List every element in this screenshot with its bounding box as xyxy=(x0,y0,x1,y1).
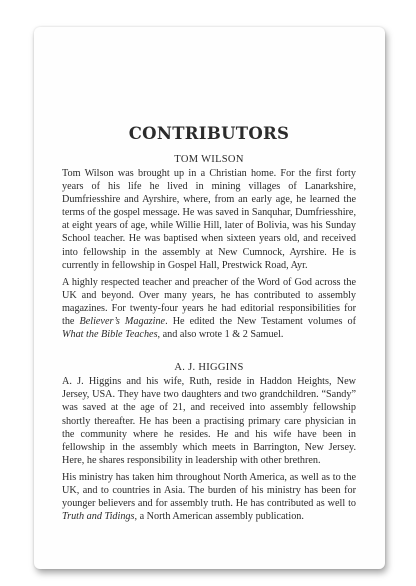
bio-paragraph xyxy=(62,276,356,341)
bio-text: Tom Wilson was brought up in a Christian home. For the first forty years of his life he lived in mining villages of Lanarkshire, Dumfriesshire and Ayrshire, where, from an early age, he learned the terms of the gospel message. He was saved in Sanquhar, Dumfriesshire, at eight years of age, while Willie Hill, later of Bolivia, was his Sunday School teacher. He was baptised when sixteen years old, and received into fellowship in the assembly at New Cumnock, Ayrshire. He is currently in fellowship in Gospel Hall, Prestwick Road, Ayr. xyxy=(62,168,356,271)
bio-text: . He edited the New Testament volumes of xyxy=(165,316,356,328)
page-title: CONTRIBUTORS xyxy=(128,124,290,143)
bio-text: , a North American assembly publication. xyxy=(134,511,304,523)
bio-text: His ministry has taken him throughout North America, as well as to the UK, and to countries in Asia. The burden of his ministry has been for younger believers and for assembly truth. He has contributed as well to xyxy=(62,471,356,510)
bio-paragraph xyxy=(62,471,356,523)
section-spacer xyxy=(62,345,356,362)
contributor-section xyxy=(62,154,356,341)
page-content xyxy=(62,124,356,527)
bio-text: , and also wrote 1 & 2 Samuel. xyxy=(157,329,284,341)
contributor-name: A. J. HIGGINS xyxy=(174,362,244,374)
bio-paragraph xyxy=(62,375,356,467)
publication-title: Truth and Tidings xyxy=(62,511,135,523)
bio-text: A. J. Higgins and his wife, Ruth, reside in Haddon Heights, New Jersey, USA. They have two daughters and two grandchildren. “Sandy” was saved at the age of 21, and received into assembly fellowship shortly thereafter. He has been a practising primary care physician in the community where he resides. He and his wife have been in fellowship in the assembly which meets in Barrington, New Jersey. Here, he shares responsibility in leadership with other brethren. xyxy=(62,376,356,466)
publication-title: Believer’s Magazine xyxy=(79,316,166,328)
contributor-section xyxy=(62,362,356,523)
publication-title: What the Bible Teaches xyxy=(62,329,158,341)
bio-paragraph xyxy=(62,167,356,272)
bio-text: A highly respected teacher and preacher of the Word of God across the UK and beyond. Over many years, he has contributed to assembly magazines. For twenty-four years he had editorial responsibilities for the xyxy=(62,276,356,328)
contributor-name: TOM WILSON xyxy=(174,154,244,165)
